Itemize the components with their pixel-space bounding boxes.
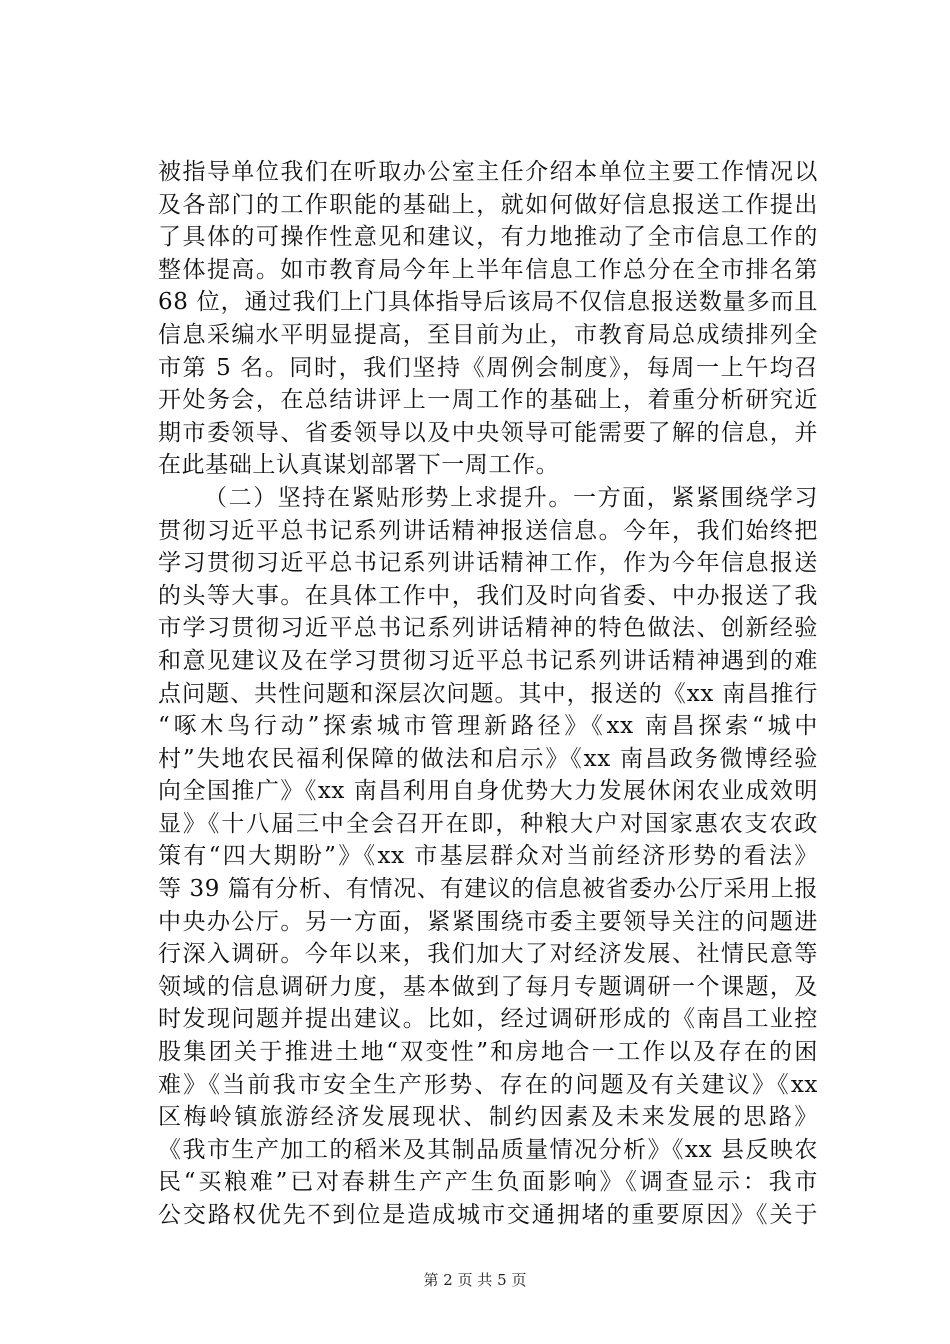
text-line: 领域的信息调研力度，基本做到了每月专题调研一个课题，及 (158, 973, 818, 1000)
text-line: 和意见建议及在学习贯彻习近平总书记系列讲话精神遇到的难 (158, 647, 818, 674)
text-line: 村”失地农民福利保障的做法和启示》《xx 南昌政务微博经验 (158, 745, 818, 772)
text-line: 被指导单位我们在听取办公室主任介绍本单位主要工作情况以 (158, 159, 818, 185)
text-line: 行深入调研。今年以来，我们加大了对经济发展、社情民意等 (158, 941, 818, 968)
text-line: 期市委领导、省委领导以及中央领导可能需要了解的信息，并 (158, 419, 818, 446)
text-line: 点问题、共性问题和深层次问题。其中，报送的《xx 南昌推行 (158, 680, 818, 707)
text-line: 中央办公厅。另一方面，紧紧围绕市委主要领导关注的问题进 (158, 908, 818, 935)
text-line: 策有“四大期盼”》《xx 市基层群众对当前经济形势的看法》 (158, 843, 818, 870)
text-line: 的头等大事。在具体工作中，我们及时向省委、中办报送了我 (158, 582, 818, 609)
text-line: 整体提高。如市教育局今年上半年信息工作总分在全市排名第 (158, 256, 818, 283)
text-line: 时发现问题并提出建议。比如，经过调研形成的《南昌工业控 (158, 1006, 818, 1033)
text-line: 公交路权优先不到位是造成城市交通拥堵的重要原因》《关于 (158, 1202, 818, 1228)
text-line: 等 39 篇有分析、有情况、有建议的信息被省委办公厅采用上报 (158, 876, 818, 903)
paragraph-end-line: 在此基础上认真谋划部署下一周工作。 (158, 452, 560, 479)
text-line: 股集团关于推进土地“双变性”和房地合一工作以及存在的困 (158, 1039, 818, 1066)
text-line: 区梅岭镇旅游经济发展现状、制约因素及未来发展的思路》 (158, 1104, 818, 1131)
text-line: 68 位，通过我们上门具体指导后该局不仅信息报送数量多而且 (158, 289, 818, 316)
text-line: 显》《十八届三中全会召开在即，种粮大户对国家惠农支农政 (158, 810, 818, 837)
text-line: 《我市生产加工的稻米及其制品质量情况分析》《xx 县反映农 (158, 1136, 818, 1163)
text-line: 市学习贯彻习近平总书记系列讲话精神的特色做法、创新经验 (158, 615, 818, 642)
text-line: 向全国推广》《xx 南昌利用自身优势大力发展休闲农业成效明 (158, 778, 818, 805)
text-line: 民“买粮难”已对春耕生产产生负面影响》《调查显示：我市 (158, 1169, 818, 1196)
text-line: 难》《当前我市安全生产形势、存在的问题及有关建议》《xx (158, 1071, 818, 1098)
text-line: 市第 5 名。同时，我们坚持《周例会制度》，每周一上午均召 (158, 354, 818, 381)
text-line: 开处务会，在总结讲评上一周工作的基础上，着重分析研究近 (158, 387, 818, 414)
text-line: 了具体的可操作性意见和建议，有力地推动了全市信息工作的 (158, 224, 818, 251)
page-number-footer: 第 2 页 共 5 页 (423, 1271, 527, 1289)
text-line: 信息采编水平明显提高，至目前为止，市教育局总成绩排列全 (158, 321, 818, 348)
text-line: 及各部门的工作职能的基础上，就如何做好信息报送工作提出 (158, 191, 818, 218)
text-line: 学习贯彻习近平总书记系列讲话精神工作，作为今年信息报送 (158, 550, 818, 577)
body-text (158, 156, 818, 1232)
text-line: 贯彻习近平总书记系列讲话精神报送信息。今年，我们始终把 (158, 517, 818, 544)
text-line: “啄木鸟行动”探索城市管理新路径》《xx 南昌探索“城中 (158, 713, 818, 740)
section-heading-line: （二）坚持在紧贴形势上求提升。一方面，紧紧围绕学习 (204, 484, 818, 511)
